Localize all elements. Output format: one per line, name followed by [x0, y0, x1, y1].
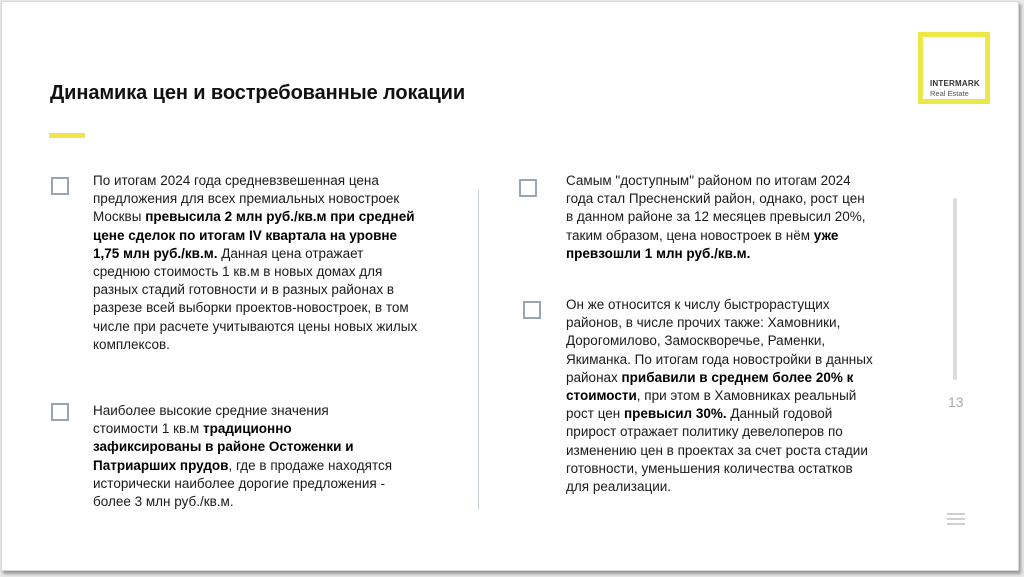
- logo-name: INTERMARK: [930, 79, 980, 88]
- text-segment: Данная цена отражает среднюю стоимость 1 кв.м в новых домах для разных стадий готовности и в разных районах в разрезе всей выборки проектов-новостроек, в том числе при расчете учитываются цены новых жилых комплексов.: [93, 245, 418, 352]
- bold-text-segment: превысил 30%.: [624, 406, 727, 422]
- text-segment: Самым "доступным" районом по итогам 2024 года стал Пресненский район, однако, рост цен в данном районе за 12 месяцев превысил 20%, таким образом, цена новостроек в нём: [566, 173, 866, 243]
- slide: [1, 1, 1019, 571]
- page-number: 13: [948, 394, 964, 410]
- intermark-logo: [918, 32, 990, 104]
- paragraph-fast-growing: [566, 296, 876, 496]
- checkbox-icon: [51, 177, 69, 195]
- title-accent-bar: [49, 133, 85, 138]
- paragraph-price-average: [93, 172, 418, 354]
- bold-text-segment: традиционно зафиксированы в районе Остоженки и Патриарших прудов: [93, 421, 354, 473]
- checkbox-icon: [519, 179, 537, 197]
- slide-title: Динамика цен и востребованные локации: [50, 82, 466, 104]
- checkbox-icon: [523, 301, 541, 319]
- text-segment: Наиболее высокие средние значения стоимости 1 кв.м: [93, 403, 329, 437]
- text-segment: , при этом в Хамовниках реальный рост цен: [566, 388, 857, 422]
- text-segment: По итогам 2024 года средневзвешенная цена предложения для всех премиальных новостроек Москвы: [93, 173, 400, 225]
- checkbox-icon: [51, 403, 69, 421]
- bold-text-segment: уже превзошли 1 млн руб./кв.м.: [566, 227, 839, 261]
- paragraph-ostozhenka: [93, 402, 393, 511]
- text-segment: Он же относится к числу быстрорастущих районов, в числе прочих также: Хамовники, Дорогомилово, Замоскворечье, Раменки, Якиманка. По итогам года новостройки в данных районах: [566, 297, 873, 385]
- bold-text-segment: прибавили в среднем более 20% к стоимости: [566, 369, 854, 404]
- column-divider: [478, 190, 479, 510]
- menu-icon[interactable]: [947, 513, 965, 529]
- text-segment: Данный годовой прирост отражает политику девелоперов по изменению цен в проектах за счет роста стадии готовности, уменьшения количества остатков для реализации.: [566, 406, 868, 495]
- paragraph-presnensky: [566, 172, 866, 263]
- bold-text-segment: превысила 2 млн руб./кв.м при средней цене сделок по итогам IV квартала на уровне 1,75 млн руб./кв.м.: [93, 209, 415, 261]
- text-segment: , где в продаже находятся исторически наиболее дорогие предложения - более 3 млн руб./кв.м.: [93, 457, 393, 510]
- scrollbar[interactable]: [953, 198, 957, 380]
- logo-subtitle: Real Estate: [930, 89, 969, 98]
